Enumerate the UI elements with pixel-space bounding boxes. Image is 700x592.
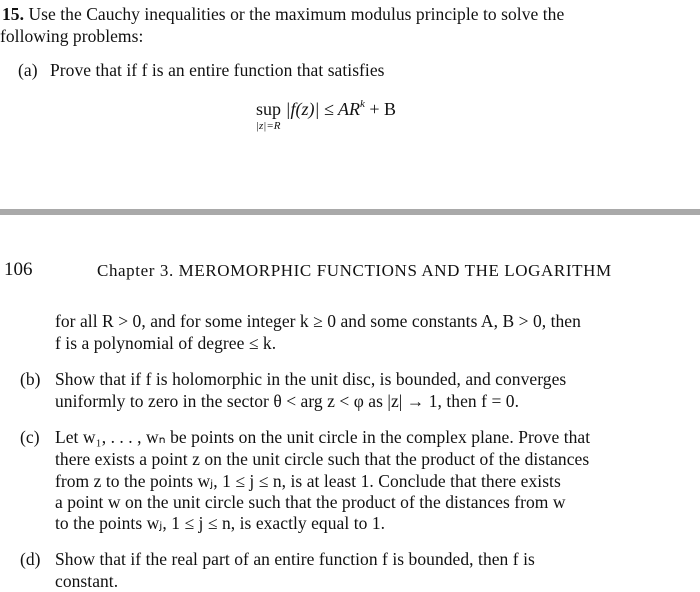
- part-a-continued-line-1: for all R > 0, and for some integer k ≥ 0 and some constants A, B > 0, then: [55, 311, 581, 331]
- part-c-line-3: from z to the points wⱼ, 1 ≤ j ≤ n, is at least 1. Conclude that there exists: [55, 471, 561, 491]
- part-b-line-2: uniformly to zero in the sector θ < arg z < φ as |z| → 1, then f = 0.: [55, 391, 520, 411]
- part-c-label: (c): [20, 427, 40, 447]
- part-b-label: (b): [20, 369, 41, 389]
- formula-tail: + B: [364, 99, 397, 119]
- part-d-line-1: Show that if the real part of an entire function f is bounded, then f is: [55, 549, 535, 569]
- sup-formula: [256, 98, 397, 132]
- part-a-label: (a): [18, 60, 38, 80]
- formula-exponent: k: [359, 98, 365, 110]
- part-c-line-2: there exists a point z on the unit circle such that the product of the distances: [55, 449, 590, 469]
- page-number: 106: [4, 259, 33, 280]
- part-b-line-1: Show that if f is holomorphic in the unit disc, is bounded, and converges: [55, 369, 567, 389]
- problem-number: 15.: [2, 4, 25, 24]
- problem-intro-line-2: following problems:: [0, 26, 144, 46]
- part-c-line-4: a point w on the unit circle such that the product of the distances from w: [55, 492, 566, 512]
- sup-operator: sup: [256, 99, 282, 119]
- formula-expression: |f(z)| ≤ AR: [285, 99, 360, 119]
- sup-subscript: |z|=R: [256, 120, 281, 132]
- part-a-text: Prove that if f is an entire function that satisfies: [50, 60, 385, 80]
- part-d-line-2: constant.: [55, 571, 119, 591]
- part-d-label: (d): [20, 549, 41, 569]
- problem-intro-line-1: 15. Use the Cauchy inequalities or the maximum modulus principle to solve the: [2, 4, 565, 24]
- part-a-continued-line-2: f is a polynomial of degree ≤ k.: [55, 333, 277, 353]
- part-c-line-5: to the points wⱼ, 1 ≤ j ≤ n, is exactly equal to 1.: [55, 513, 386, 533]
- chapter-title: Chapter 3. MEROMORPHIC FUNCTIONS AND THE LOGARITHM: [97, 261, 612, 280]
- part-c-line-1: Let w₁, . . . , wₙ be points on the unit circle in the complex plane. Prove that: [55, 427, 591, 447]
- page-divider: [0, 209, 700, 215]
